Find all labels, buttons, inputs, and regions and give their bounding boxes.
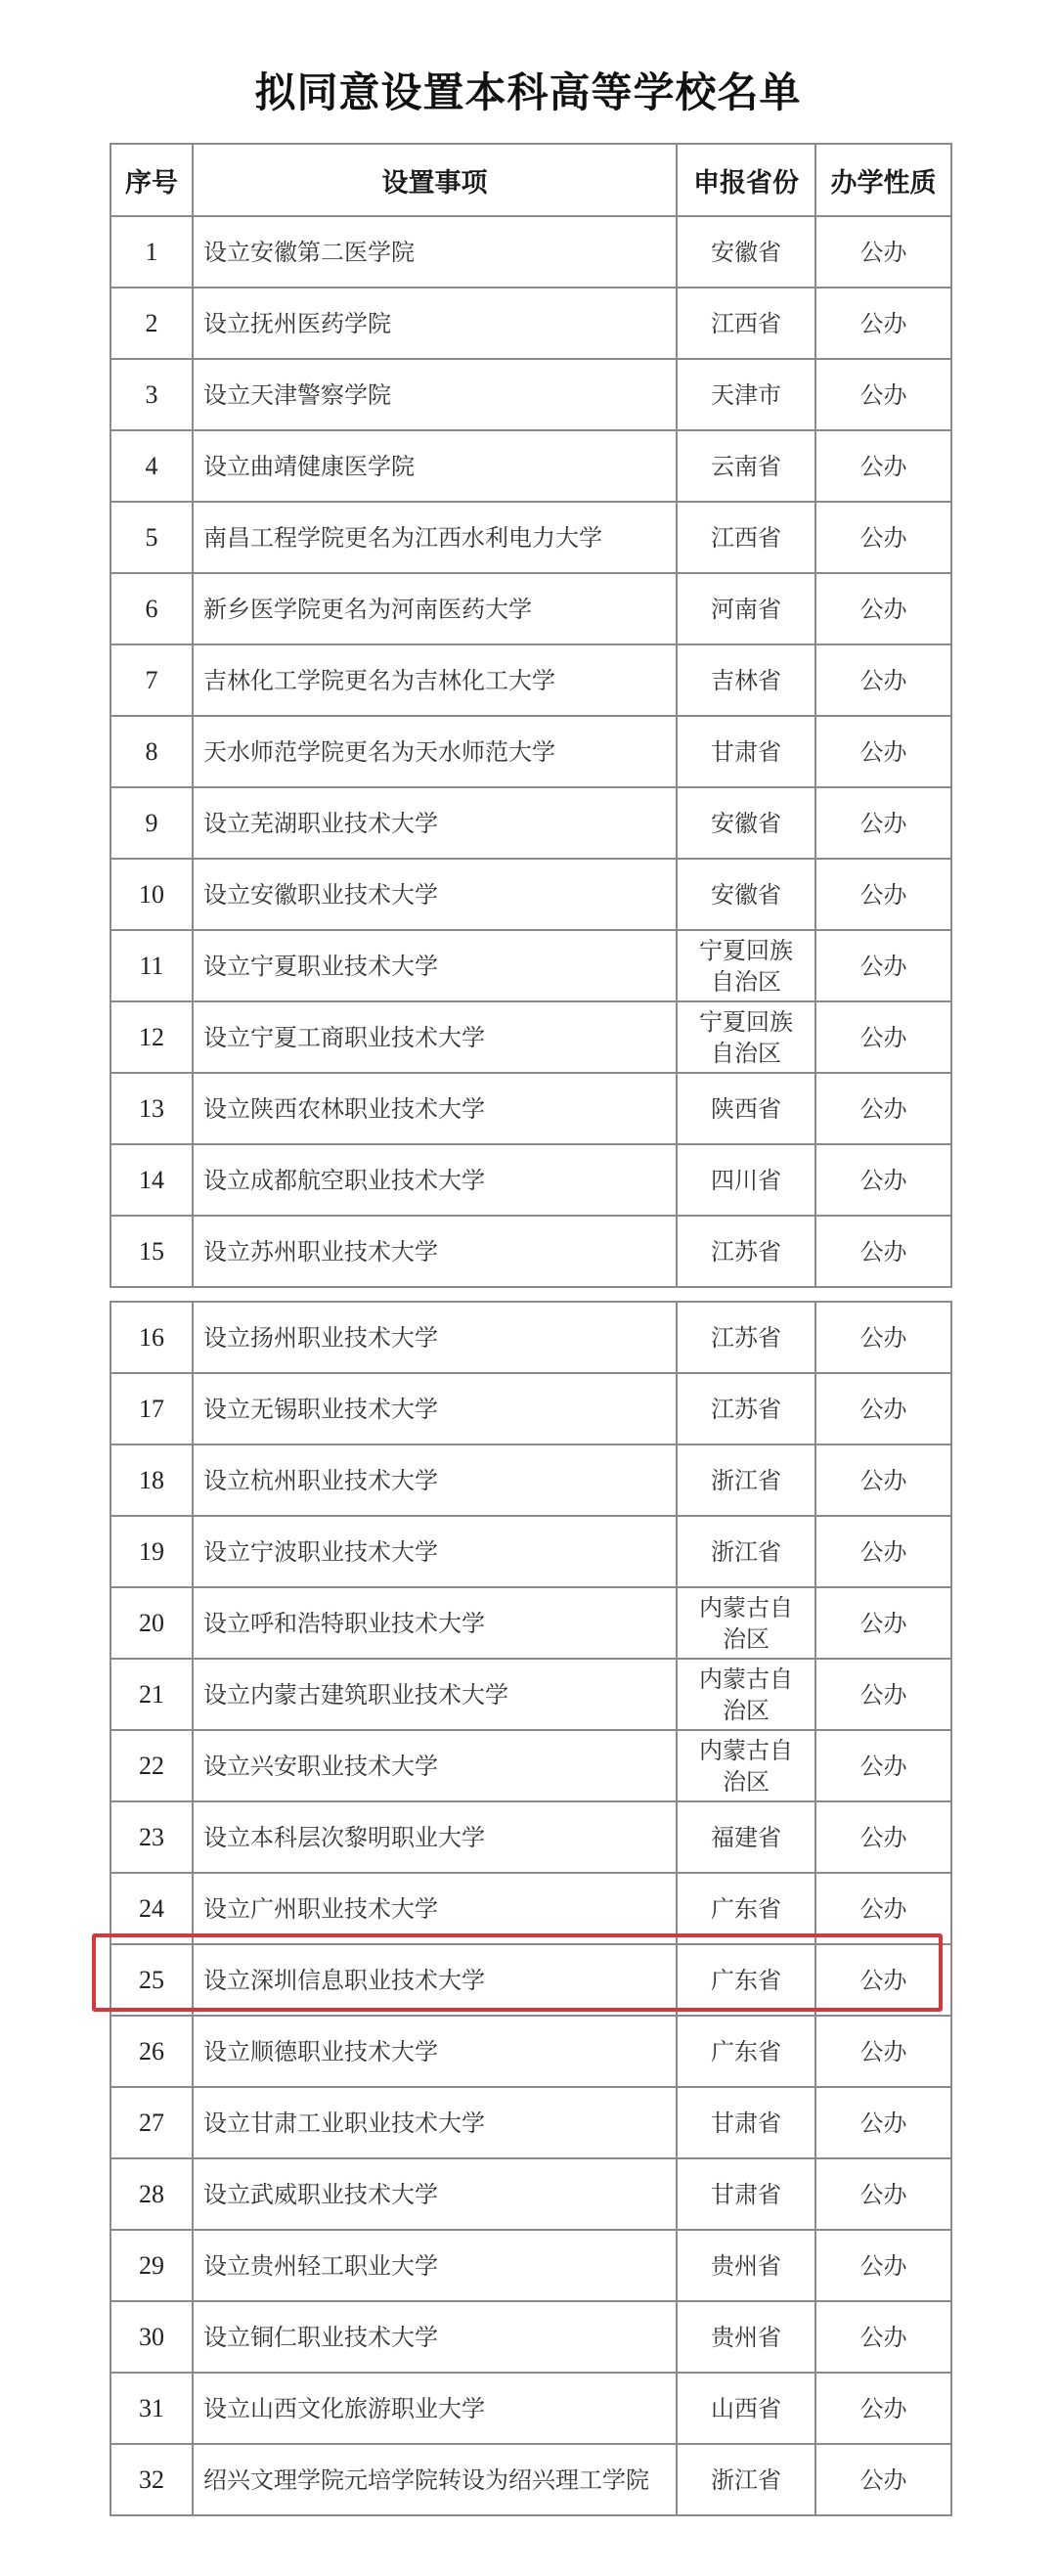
serial-number-cell: 4 (110, 430, 193, 502)
item-cell: 设立武威职业技术大学 (193, 2158, 677, 2230)
nature-cell: 公办 (815, 1444, 951, 1516)
province-text: 宁夏回族自治区 (699, 1007, 793, 1067)
province-cell (677, 359, 815, 430)
province-text: 安徽省 (711, 880, 781, 909)
nature-cell: 公办 (815, 1587, 951, 1659)
nature-cell: 公办 (815, 2301, 951, 2373)
table-body-part-2 (110, 1302, 951, 2515)
province-text: 宁夏回族自治区 (699, 936, 793, 996)
province-cell (677, 1730, 815, 1801)
nature-cell: 公办 (815, 1216, 951, 1287)
item-cell: 设立陕西农林职业技术大学 (193, 1073, 677, 1144)
serial-number-cell: 27 (110, 2087, 193, 2158)
serial-number-cell: 7 (110, 644, 193, 716)
item-cell: 设立苏州职业技术大学 (193, 1216, 677, 1287)
province-cell (677, 1801, 815, 1873)
item-cell: 设立抚州医药学院 (193, 288, 677, 359)
item-cell: 设立曲靖健康医学院 (193, 430, 677, 502)
province-cell (677, 1873, 815, 1944)
table-row (110, 430, 951, 502)
serial-number-cell: 6 (110, 573, 193, 644)
serial-number-cell: 32 (110, 2444, 193, 2515)
table-row (110, 644, 951, 716)
province-text: 甘肃省 (711, 2180, 781, 2208)
serial-number-cell: 10 (110, 859, 193, 930)
province-text: 江西省 (711, 309, 781, 337)
nature-cell: 公办 (815, 1730, 951, 1801)
province-cell (677, 859, 815, 930)
serial-number-cell: 25 (110, 1944, 193, 2016)
item-cell: 吉林化工学院更名为吉林化工大学 (193, 644, 677, 716)
nature-cell: 公办 (815, 716, 951, 787)
table-row (110, 573, 951, 644)
page-title: 拟同意设置本科高等学校名单 (254, 68, 802, 116)
item-cell: 设立甘肃工业职业技术大学 (193, 2087, 677, 2158)
province-text: 浙江省 (711, 1537, 781, 1566)
province-cell (677, 430, 815, 502)
province-text: 山西省 (711, 2394, 781, 2422)
province-text: 福建省 (711, 1823, 781, 1851)
province-text: 贵州省 (711, 2251, 781, 2280)
header-item: 设置事项 (193, 144, 677, 216)
table-row (110, 288, 951, 359)
table-row (110, 1302, 951, 1373)
serial-number-cell: 20 (110, 1587, 193, 1659)
serial-number-cell: 24 (110, 1873, 193, 1944)
province-text: 吉林省 (711, 666, 781, 694)
nature-cell: 公办 (815, 1516, 951, 1587)
nature-cell: 公办 (815, 787, 951, 859)
province-cell (677, 1001, 815, 1073)
nature-cell: 公办 (815, 1373, 951, 1444)
serial-number-cell: 1 (110, 216, 193, 288)
table-row (110, 2158, 951, 2230)
province-cell (677, 2230, 815, 2301)
province-text: 广东省 (711, 1894, 781, 1923)
province-cell (677, 1073, 815, 1144)
province-text: 江西省 (711, 523, 781, 552)
province-cell (677, 288, 815, 359)
province-text: 广东省 (711, 1966, 781, 1994)
province-cell (677, 644, 815, 716)
table-row (110, 1373, 951, 1444)
serial-number-cell: 19 (110, 1516, 193, 1587)
province-cell (677, 1587, 815, 1659)
table-row (110, 2087, 951, 2158)
table-row (110, 1944, 951, 2016)
item-cell: 设立内蒙古建筑职业技术大学 (193, 1659, 677, 1730)
header-province: 申报省份 (677, 144, 815, 216)
serial-number-cell: 11 (110, 930, 193, 1001)
table-row (110, 1216, 951, 1287)
serial-number-cell: 14 (110, 1144, 193, 1216)
province-cell (677, 2301, 815, 2373)
item-cell: 设立安徽第二医学院 (193, 216, 677, 288)
item-cell: 设立成都航空职业技术大学 (193, 1144, 677, 1216)
province-text: 天津市 (711, 380, 781, 409)
province-cell (677, 787, 815, 859)
province-text: 贵州省 (711, 2323, 781, 2351)
province-text: 四川省 (711, 1166, 781, 1194)
item-cell: 绍兴文理学院元培学院转设为绍兴理工学院 (193, 2444, 677, 2515)
table-row (110, 1516, 951, 1587)
item-cell: 设立贵州轻工职业大学 (193, 2230, 677, 2301)
province-text: 江苏省 (711, 1323, 781, 1352)
item-cell: 设立呼和浩特职业技术大学 (193, 1587, 677, 1659)
nature-cell: 公办 (815, 1001, 951, 1073)
item-cell: 设立芜湖职业技术大学 (193, 787, 677, 859)
province-cell (677, 1444, 815, 1516)
province-cell (677, 2016, 815, 2087)
province-text: 浙江省 (711, 1466, 781, 1494)
nature-cell: 公办 (815, 1873, 951, 1944)
item-cell: 设立顺德职业技术大学 (193, 2016, 677, 2087)
province-cell (677, 216, 815, 288)
item-cell: 设立扬州职业技术大学 (193, 1302, 677, 1373)
serial-number-cell: 12 (110, 1001, 193, 1073)
table-row (110, 2016, 951, 2087)
serial-number-cell: 21 (110, 1659, 193, 1730)
province-text: 安徽省 (711, 238, 781, 266)
serial-number-cell: 13 (110, 1073, 193, 1144)
nature-cell: 公办 (815, 2087, 951, 2158)
nature-cell: 公办 (815, 1659, 951, 1730)
nature-cell: 公办 (815, 859, 951, 930)
table-row (110, 1587, 951, 1659)
table-row (110, 216, 951, 288)
table-row (110, 2301, 951, 2373)
table-row (110, 2373, 951, 2444)
province-cell (677, 716, 815, 787)
nature-cell: 公办 (815, 430, 951, 502)
serial-number-cell: 23 (110, 1801, 193, 1873)
table-row (110, 716, 951, 787)
nature-cell: 公办 (815, 288, 951, 359)
nature-cell: 公办 (815, 2158, 951, 2230)
item-cell: 设立杭州职业技术大学 (193, 1444, 677, 1516)
table-header-row (110, 144, 951, 216)
nature-cell: 公办 (815, 644, 951, 716)
serial-number-cell: 3 (110, 359, 193, 430)
province-cell (677, 1216, 815, 1287)
nature-cell: 公办 (815, 216, 951, 288)
table-row (110, 502, 951, 573)
table-row (110, 787, 951, 859)
nature-cell: 公办 (815, 502, 951, 573)
serial-number-cell: 5 (110, 502, 193, 573)
table-row (110, 1873, 951, 1944)
province-text: 安徽省 (711, 809, 781, 837)
item-cell: 南昌工程学院更名为江西水利电力大学 (193, 502, 677, 573)
nature-cell: 公办 (815, 1302, 951, 1373)
serial-number-cell: 2 (110, 288, 193, 359)
table-row (110, 1144, 951, 1216)
nature-cell: 公办 (815, 1801, 951, 1873)
nature-cell: 公办 (815, 1144, 951, 1216)
province-cell (677, 1659, 815, 1730)
item-cell: 设立本科层次黎明职业大学 (193, 1801, 677, 1873)
nature-cell: 公办 (815, 2230, 951, 2301)
province-cell (677, 1373, 815, 1444)
serial-number-cell: 9 (110, 787, 193, 859)
item-cell: 设立宁波职业技术大学 (193, 1516, 677, 1587)
serial-number-cell: 18 (110, 1444, 193, 1516)
province-text: 浙江省 (711, 2465, 781, 2494)
nature-cell: 公办 (815, 930, 951, 1001)
item-cell: 天水师范学院更名为天水师范大学 (193, 716, 677, 787)
serial-number-cell: 8 (110, 716, 193, 787)
serial-number-cell: 26 (110, 2016, 193, 2087)
table-body-part-1 (110, 216, 951, 1287)
school-list-table-part-2 (110, 1301, 952, 2516)
province-cell (677, 2158, 815, 2230)
item-cell: 设立广州职业技术大学 (193, 1873, 677, 1944)
table-row (110, 930, 951, 1001)
item-cell: 设立宁夏工商职业技术大学 (193, 1001, 677, 1073)
province-text: 内蒙古自治区 (699, 1665, 793, 1724)
province-cell (677, 930, 815, 1001)
item-cell: 设立兴安职业技术大学 (193, 1730, 677, 1801)
item-cell: 设立无锡职业技术大学 (193, 1373, 677, 1444)
serial-number-cell: 31 (110, 2373, 193, 2444)
province-text: 江苏省 (711, 1395, 781, 1423)
table-row (110, 1730, 951, 1801)
serial-number-cell: 29 (110, 2230, 193, 2301)
serial-number-cell: 17 (110, 1373, 193, 1444)
nature-cell: 公办 (815, 1073, 951, 1144)
province-text: 内蒙古自治区 (699, 1593, 793, 1653)
province-text: 甘肃省 (711, 2109, 781, 2137)
serial-number-cell: 15 (110, 1216, 193, 1287)
serial-number-cell: 30 (110, 2301, 193, 2373)
table-row (110, 1444, 951, 1516)
item-cell: 设立天津警察学院 (193, 359, 677, 430)
province-cell (677, 1516, 815, 1587)
province-cell (677, 1144, 815, 1216)
province-cell (677, 2373, 815, 2444)
table-row (110, 1659, 951, 1730)
table-row (110, 1001, 951, 1073)
province-cell (677, 1302, 815, 1373)
header-nature: 办学性质 (815, 144, 951, 216)
table-row (110, 359, 951, 430)
table-row (110, 859, 951, 930)
table-row (110, 1073, 951, 1144)
province-text: 河南省 (711, 595, 781, 623)
province-text: 广东省 (711, 2037, 781, 2065)
province-cell (677, 2087, 815, 2158)
province-cell (677, 573, 815, 644)
table-row (110, 2444, 951, 2515)
nature-cell: 公办 (815, 1944, 951, 2016)
province-cell (677, 1944, 815, 2016)
header-serial-number: 序号 (110, 144, 193, 216)
serial-number-cell: 16 (110, 1302, 193, 1373)
province-text: 甘肃省 (711, 737, 781, 766)
serial-number-cell: 22 (110, 1730, 193, 1801)
nature-cell: 公办 (815, 2373, 951, 2444)
item-cell: 设立铜仁职业技术大学 (193, 2301, 677, 2373)
nature-cell: 公办 (815, 573, 951, 644)
nature-cell: 公办 (815, 2016, 951, 2087)
table-row (110, 2230, 951, 2301)
item-cell: 设立深圳信息职业技术大学 (193, 1944, 677, 2016)
province-cell (677, 502, 815, 573)
table-row (110, 1801, 951, 1873)
province-cell (677, 2444, 815, 2515)
nature-cell: 公办 (815, 2444, 951, 2515)
item-cell: 新乡医学院更名为河南医药大学 (193, 573, 677, 644)
province-text: 云南省 (711, 452, 781, 480)
item-cell: 设立山西文化旅游职业大学 (193, 2373, 677, 2444)
nature-cell: 公办 (815, 359, 951, 430)
province-text: 江苏省 (711, 1237, 781, 1266)
province-text: 内蒙古自治区 (699, 1736, 793, 1796)
school-list-table-part-1 (110, 143, 952, 1288)
province-text: 陕西省 (711, 1094, 781, 1123)
item-cell: 设立安徽职业技术大学 (193, 859, 677, 930)
serial-number-cell: 28 (110, 2158, 193, 2230)
item-cell: 设立宁夏职业技术大学 (193, 930, 677, 1001)
